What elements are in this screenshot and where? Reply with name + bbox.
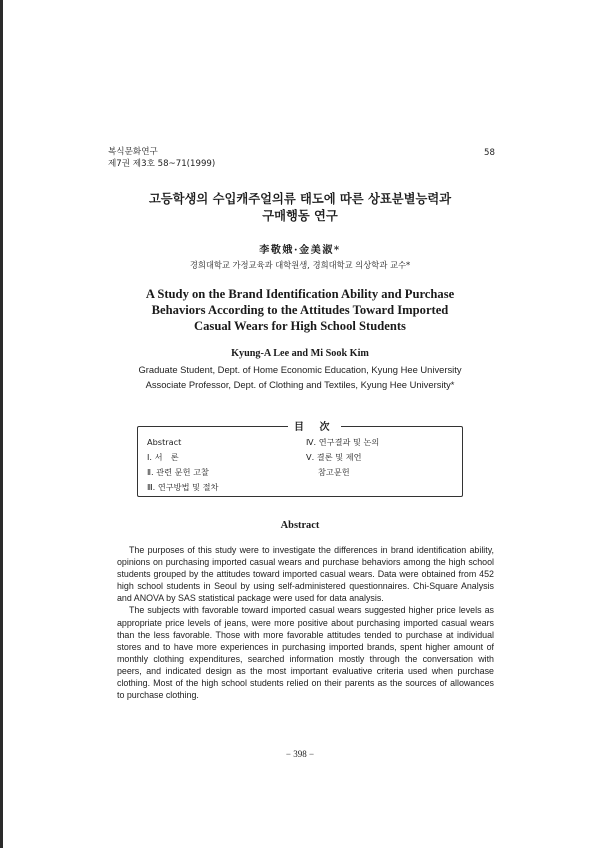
toc-item: Ⅴ. 결론 및 제언 [306,452,362,462]
toc-item: 참고문헌 [318,467,350,477]
korean-title-line2: 구매행동 연구 [262,209,338,223]
journal-header [108,146,215,170]
english-title-line3: Casual Wears for High School Students [194,319,406,334]
english-affiliation-line2: Associate Professor, Dept. of Clothing and Textiles, Kyung Hee University* [145,379,455,390]
toc-item: Ⅳ. 연구결과 및 논의 [306,437,380,447]
english-affiliation [0,362,600,392]
abstract-body [117,544,494,701]
toc-title: 目 次 [288,418,341,433]
top-page-number: 58 [484,148,495,158]
abstract-heading: Abstract [280,520,320,531]
journal-name: 복식문화연구 [108,147,158,157]
journal-volume-info: 제7권 제3호 58~71(1999) [108,159,216,169]
bottom-page-number: − 398 − [285,749,315,759]
english-authors: Kyung-A Lee and Mi Sook Kim [231,348,369,359]
korean-title-line1: 고등학생의 수입캐주얼의류 태도에 따른 상표분별능력과 [148,192,452,206]
toc-item: Ⅰ. 서 론 [147,452,179,462]
abstract-paragraph-1: The purposes of this study were to investigate the differences in brand identification ability, opinions on purchasing imported casual wears and purchase behaviors among the high school students grouped by the attitudes toward imported casual wears. Data were obtained from 452 high school students in Seoul by using self-administered questionnaires. Chi-Square Analysis and ANOVA by SAS statistical package were used for data analysis. [117,545,494,604]
english-affiliation-line1: Graduate Student, Dept. of Home Economic Education, Kyung Hee University [138,364,462,375]
toc-item: Ⅲ. 연구방법 및 절차 [147,482,219,492]
scan-edge-line [0,0,3,848]
toc-item: Ⅱ. 관련 문헌 고찰 [147,467,209,477]
english-title-line1: A Study on the Brand Identification Ability and Purchase [145,287,455,301]
korean-title [0,191,600,225]
korean-affiliation: 경희대학교 가정교육과 대학원생, 경희대학교 의상학과 교수* [189,260,411,270]
toc-item: Abstract [147,437,182,447]
english-title-line2: Behaviors According to the Attitudes Toward Imported [151,303,449,318]
abstract-paragraph-2: The subjects with favorable toward imported casual wears suggested higher price levels as appropriate price levels of jeans, were more positive about purchasing imported casual wears than the less favorable. Those with more favorable attitudes tended to purchase at individual stores and to have more experiences in purchasing imported brands, spent higher amount of monthly clothing expenditures, searched information mostly through the conversation with peers, and indicated design as the most important evaluative criteria used when purchase clothing. Most of the high school students relied on their parents as the sources of allowances to purchase clothing. [117,605,494,701]
korean-authors: 李敬娥·金美淑* [259,245,341,256]
english-title [0,286,600,335]
